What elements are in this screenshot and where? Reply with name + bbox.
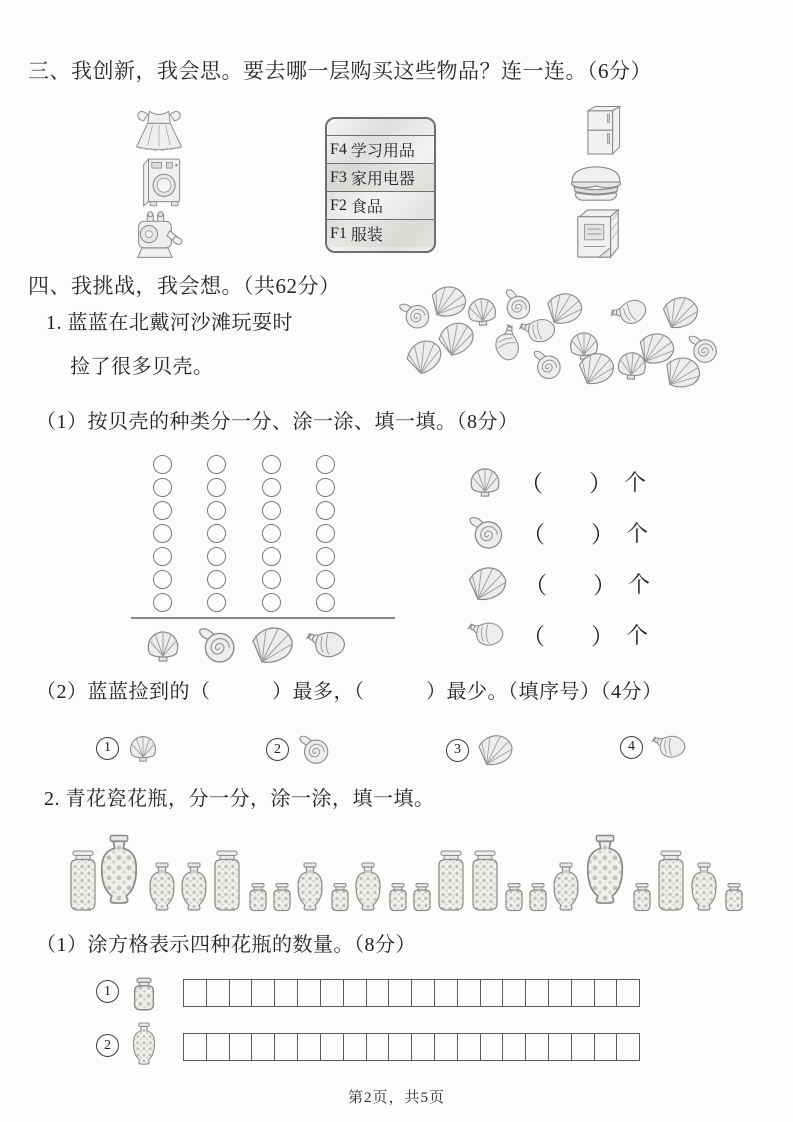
grid-cell[interactable] (434, 979, 458, 1007)
small-porcelain-vase (386, 882, 410, 912)
scattered-fan-shell (576, 352, 616, 385)
shell-count-blanks (466, 460, 686, 670)
chart-column-label (195, 626, 239, 664)
porcelain-vase-icon (178, 862, 210, 912)
tally-circle[interactable] (316, 570, 335, 589)
tall-porcelain-vase (468, 850, 502, 912)
med-porcelain-vase (146, 862, 178, 912)
scattered-conch-shell (516, 315, 560, 349)
vase-row (0, 820, 793, 920)
small-porcelain-vase (722, 882, 746, 912)
grid-cell[interactable] (411, 979, 435, 1007)
shell-option-1 (96, 734, 160, 762)
refrigerator-icon[interactable] (580, 104, 624, 160)
floor-row-f2[interactable] (327, 191, 434, 219)
grid-cell[interactable] (571, 1033, 595, 1061)
dress-icon[interactable] (130, 106, 188, 152)
book-icon[interactable] (572, 207, 624, 261)
porcelain-vase-icon (468, 850, 502, 912)
grid-cell[interactable] (616, 1033, 640, 1061)
tally-circle[interactable] (207, 501, 226, 520)
floor-table-header-band (327, 119, 434, 135)
blank-open-paren: （ (524, 572, 547, 598)
porcelain-vase-icon (130, 1022, 158, 1066)
tall-porcelain-vase (66, 850, 100, 912)
porcelain-vase-icon (654, 850, 688, 912)
blank-open-paren: （ (522, 623, 545, 649)
tall-porcelain-vase (210, 850, 244, 912)
scattered-snail-shell (529, 349, 565, 382)
unit-label: 个 (624, 469, 647, 495)
med-porcelain-vase (352, 862, 384, 912)
tally-circle[interactable] (262, 455, 281, 474)
small-porcelain-vase (502, 882, 526, 912)
grid-cell[interactable] (251, 979, 275, 1007)
grid-cell[interactable] (343, 1033, 367, 1061)
floor-code: F2 (330, 196, 347, 214)
grid-cell[interactable] (206, 979, 230, 1007)
blank-close-paren: ） (589, 470, 612, 496)
grid-cell[interactable] (480, 1033, 504, 1061)
porcelain-vase-icon (550, 862, 582, 912)
question-1-intro-line2: 捡了很多贝壳。 (70, 356, 214, 378)
fan-shell-icon (476, 734, 514, 766)
shell-options-row (0, 728, 793, 772)
tally-circle[interactable] (153, 570, 172, 589)
grid-cell[interactable] (206, 1033, 230, 1061)
porcelain-vase-icon (410, 882, 434, 912)
tally-circle[interactable] (262, 593, 281, 612)
grid-cell[interactable] (320, 979, 344, 1007)
floor-code: F3 (330, 168, 347, 186)
grid-cell[interactable] (434, 1033, 458, 1061)
conch-shell-icon (650, 734, 688, 760)
clam-shell-icon (126, 734, 160, 762)
porcelain-vase-icon (146, 862, 178, 912)
tally-circle[interactable] (153, 593, 172, 612)
tally-circle[interactable] (207, 524, 226, 543)
color-grid-rows (0, 968, 793, 1078)
question-2-sub1-text: （1）涂方格表示四种花瓶的数量。（8分） (36, 934, 416, 956)
grid-cell[interactable] (616, 979, 640, 1007)
grid-cell[interactable] (274, 979, 298, 1007)
med-vase-row-label (130, 1022, 158, 1066)
tally-circle[interactable] (262, 501, 281, 520)
tally-circle[interactable] (153, 524, 172, 543)
grid-cell[interactable] (229, 979, 253, 1007)
scattered-conch-shell (606, 293, 654, 334)
tally-circle[interactable] (262, 570, 281, 589)
circled-number: 2 (266, 738, 289, 761)
tall-porcelain-vase (434, 850, 468, 912)
floor-label: 服装 (350, 227, 383, 244)
grid-cell[interactable] (457, 979, 481, 1007)
grid-cell[interactable] (366, 979, 390, 1007)
washing-machine-icon[interactable] (136, 155, 184, 209)
circled-number: 2 (96, 1034, 119, 1057)
chart-column-label (304, 630, 348, 660)
circled-number: 4 (620, 736, 643, 759)
snail-shell-icon (466, 515, 506, 550)
question-1-sub2-text: （2）蓝蓝捡到的（ ）最多，（ ）最少。（填序号）（4分） (36, 681, 663, 703)
grid-cell[interactable] (297, 1033, 321, 1061)
question-1-sub1-text: （1）按贝壳的种类分一分、涂一涂、填一填。（8分） (36, 411, 519, 433)
porcelain-vase-icon (210, 850, 244, 912)
porcelain-vase-icon (688, 862, 720, 912)
scattered-fan-shell (660, 296, 700, 329)
unit-label: 个 (626, 622, 649, 648)
tally-circle[interactable] (207, 547, 226, 566)
fan-shell-icon (466, 566, 508, 601)
tally-circle[interactable] (316, 455, 335, 474)
small-porcelain-vase (246, 882, 270, 912)
tally-circle[interactable] (207, 478, 226, 497)
circled-number: 3 (446, 739, 469, 762)
tally-circle[interactable] (207, 455, 226, 474)
grid-cell[interactable] (366, 1033, 390, 1061)
snail-shell-icon (195, 626, 239, 664)
porcelain-vase-icon (66, 850, 100, 912)
grid-cell[interactable] (274, 1033, 298, 1061)
blank-open-paren: （ (520, 470, 543, 496)
clam-shell-icon (466, 466, 504, 497)
med-porcelain-vase (550, 862, 582, 912)
grid-cell[interactable] (297, 979, 321, 1007)
porcelain-vase-icon (270, 882, 294, 912)
chart-column-label (249, 626, 295, 664)
shell-option-2 (266, 734, 332, 765)
unit-label: 个 (628, 571, 651, 597)
grid-cell[interactable] (183, 1033, 207, 1061)
med-porcelain-vase (178, 862, 210, 912)
count-blank-row (466, 562, 650, 604)
porcelain-vase-icon (246, 882, 270, 912)
floor-row-f1[interactable] (327, 219, 434, 247)
porcelain-vase-icon (352, 862, 384, 912)
floor-row-f3[interactable] (327, 163, 434, 191)
porcelain-vase-icon (434, 850, 468, 912)
clam-shell-icon (143, 629, 183, 662)
tally-circle[interactable] (316, 524, 335, 543)
grid-cell[interactable] (548, 1033, 572, 1061)
floor-row-f4[interactable] (327, 135, 434, 163)
porcelain-vase-icon (630, 882, 654, 912)
porcelain-vase-icon (96, 828, 142, 912)
porcelain-vase-icon (722, 882, 746, 912)
conch-shell-icon (304, 630, 348, 660)
page-footer: 第2页，共5页 (347, 1090, 445, 1106)
small-porcelain-vase (328, 882, 352, 912)
grid-cell[interactable] (480, 979, 504, 1007)
count-blank-row (466, 460, 646, 502)
small-porcelain-vase (630, 882, 654, 912)
count-blank-row (466, 613, 648, 655)
color-grid (183, 979, 640, 1007)
floor-code: F4 (330, 140, 347, 158)
small-porcelain-vase (526, 882, 550, 912)
porcelain-vase-icon (386, 882, 410, 912)
small-porcelain-vase (410, 882, 434, 912)
pencil-sharpener-icon[interactable] (126, 210, 184, 260)
hamburger-icon[interactable] (568, 163, 624, 203)
floor-code: F1 (330, 224, 347, 242)
unit-label: 个 (626, 520, 649, 546)
circled-number: 1 (96, 980, 119, 1003)
tally-circle[interactable] (207, 570, 226, 589)
color-grid (183, 1033, 640, 1061)
small-porcelain-vase (270, 882, 294, 912)
grid-cell[interactable] (251, 1033, 275, 1061)
tall-porcelain-vase (654, 850, 688, 912)
floor-directory (325, 117, 436, 253)
porcelain-vase-icon (130, 976, 158, 1012)
grid-cell[interactable] (457, 1033, 481, 1061)
blank-close-paren: ） (591, 521, 614, 547)
fan-shell-icon (660, 296, 700, 329)
grid-cell[interactable] (594, 1033, 618, 1061)
question-1-intro-line1: 1. 蓝蓝在北戴河沙滩玩耍时 (46, 312, 293, 334)
shell-option-4 (620, 734, 688, 760)
scattered-clam-shell (613, 348, 651, 381)
fan-shell-icon (249, 626, 295, 664)
conch-shell-icon (606, 293, 654, 334)
grid-cell[interactable] (502, 1033, 526, 1061)
floor-label: 食品 (350, 199, 383, 216)
shell-option-3 (446, 734, 514, 766)
blank-close-paren: ） (593, 572, 616, 598)
fan-shell-icon (576, 352, 616, 385)
tally-circle[interactable] (207, 593, 226, 612)
tally-circle[interactable] (316, 593, 335, 612)
floor-label: 学习用品 (350, 143, 415, 160)
tally-circle[interactable] (153, 455, 172, 474)
floor-label: 家用电器 (350, 171, 415, 188)
xl-porcelain-vase (582, 828, 628, 912)
grid-cell[interactable] (388, 979, 412, 1007)
porcelain-vase-icon (502, 882, 526, 912)
grid-cell[interactable] (525, 979, 549, 1007)
snail-shell-icon (296, 734, 332, 765)
clam-shell-icon (613, 348, 651, 381)
circled-number: 1 (96, 737, 119, 760)
xl-porcelain-vase (96, 828, 142, 912)
grid-cell[interactable] (571, 979, 595, 1007)
tally-circle[interactable] (316, 547, 335, 566)
med-porcelain-vase (294, 862, 326, 912)
tally-circle[interactable] (316, 478, 335, 497)
tally-circle[interactable] (153, 547, 172, 566)
porcelain-vase-icon (582, 828, 628, 912)
porcelain-vase-icon (328, 882, 352, 912)
snail-shell-icon (529, 349, 565, 382)
small-vase-row-label (130, 976, 158, 1012)
grid-cell[interactable] (525, 1033, 549, 1061)
count-blank-row (466, 511, 648, 553)
grid-cell[interactable] (229, 1033, 253, 1061)
chart-axis-line (131, 617, 395, 619)
shell-tally-chart (135, 450, 397, 665)
grid-cell[interactable] (388, 1033, 412, 1061)
section-4-heading: 四、我挑战，我会想。（共62分） (28, 274, 341, 298)
porcelain-vase-icon (526, 882, 550, 912)
conch-shell-icon (466, 621, 506, 648)
chart-column-label (143, 629, 183, 662)
porcelain-vase-icon (294, 862, 326, 912)
grid-cell[interactable] (411, 1033, 435, 1061)
grid-cell[interactable] (183, 979, 207, 1007)
grid-cell[interactable] (594, 979, 618, 1007)
tally-circle[interactable] (262, 524, 281, 543)
tally-circle[interactable] (262, 547, 281, 566)
tally-circle[interactable] (316, 501, 335, 520)
tally-circle[interactable] (153, 501, 172, 520)
grid-cell[interactable] (320, 1033, 344, 1061)
tally-circle[interactable] (153, 478, 172, 497)
med-porcelain-vase (688, 862, 720, 912)
conch-shell-icon (516, 315, 560, 349)
grid-cell[interactable] (502, 979, 526, 1007)
question-2-intro: 2. 青花瓷花瓶，分一分，涂一涂，填一填。 (44, 788, 435, 810)
tally-circle[interactable] (262, 478, 281, 497)
blank-open-paren: （ (522, 521, 545, 547)
grid-cell[interactable] (343, 979, 367, 1007)
grid-cell[interactable] (548, 979, 572, 1007)
blank-close-paren: ） (591, 623, 614, 649)
section-3-heading: 三、我创新，我会思。要去哪一层购买这些物品？连一连。（6分） (28, 59, 652, 83)
